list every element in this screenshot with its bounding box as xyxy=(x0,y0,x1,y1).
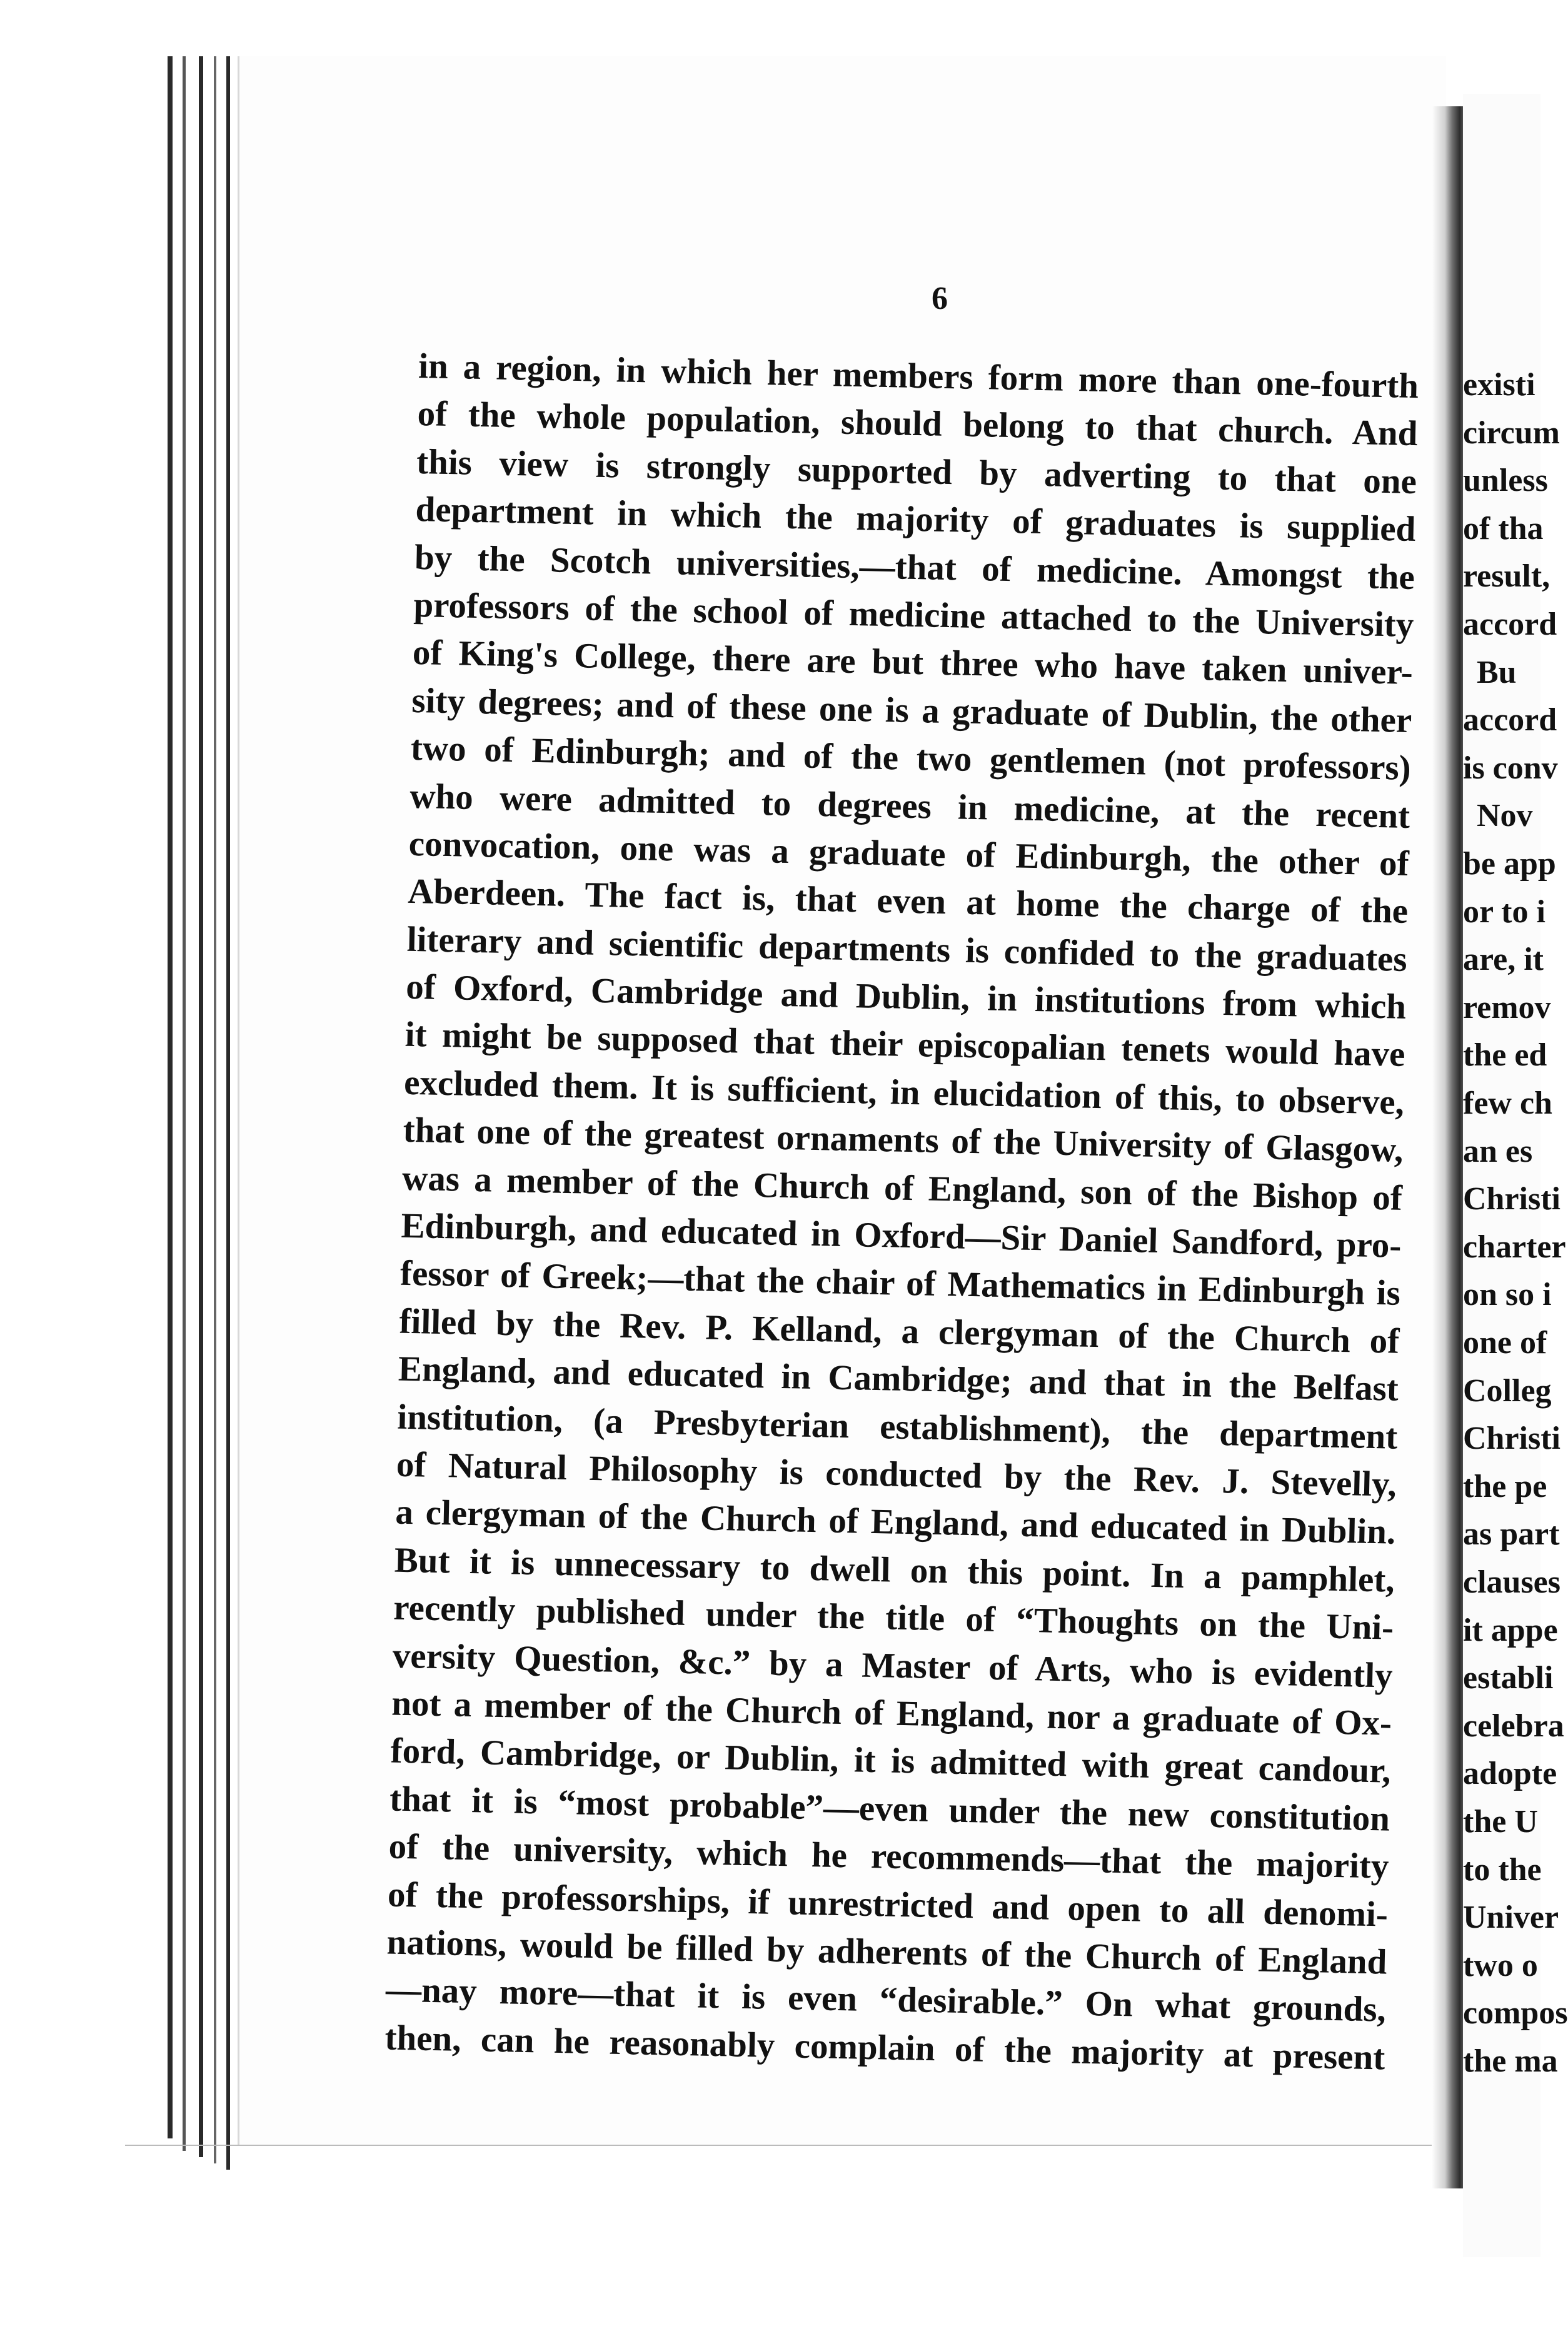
text-line: But it is unnecessary to dwell on this point. In a pamphlet, xyxy=(394,1540,1395,1600)
facing-page-fragment: compos xyxy=(1463,1995,1568,2031)
facing-page-fragment: Univer xyxy=(1463,1900,1559,1936)
facing-page-fragment: result, xyxy=(1463,558,1550,595)
facing-page-fragment: on so i xyxy=(1463,1277,1552,1313)
facing-page xyxy=(1463,94,1568,2257)
text-line: institution, (a Presbyterian establishment), the department xyxy=(396,1397,1398,1457)
facing-page-fragment: to the xyxy=(1463,1851,1542,1888)
facing-page-fragment: establi xyxy=(1463,1660,1554,1696)
facing-page-fragment: celebra xyxy=(1463,1708,1564,1744)
facing-page-fragment: circum xyxy=(1463,415,1560,451)
page-edge xyxy=(168,56,173,2138)
text-line: a clergyman of the Church of England, and educated in Dublin. xyxy=(395,1493,1396,1553)
facing-page-fragment: few ch xyxy=(1463,1085,1552,1121)
body-text xyxy=(384,343,1419,2082)
text-line: excluded them. It is sufficient, in elucidation of this, to observe, xyxy=(403,1062,1405,1122)
text-line: convocation, one was a graduate of Edinburgh, the other of xyxy=(408,823,1410,884)
text-line: then, can he reasonably complain of the majority at present xyxy=(384,2018,1385,2078)
text-line: not a member of the Church of England, nor a graduate of Ox- xyxy=(391,1683,1392,1743)
facing-page-fragment: charter xyxy=(1463,1229,1566,1265)
facing-page-fragment: as part xyxy=(1463,1516,1560,1553)
text-line: was a member of the Church of England, son of the Bishop of xyxy=(401,1158,1403,1218)
text-line: who were admitted to degrees in medicine, at the recent xyxy=(409,776,1410,836)
facing-page-fragment: clauses xyxy=(1463,1564,1560,1600)
facing-page-fragment: Colleg xyxy=(1463,1372,1552,1409)
page-edge xyxy=(214,56,216,2163)
facing-page-fragment: adopte xyxy=(1463,1756,1557,1792)
facing-page-fragment: Christi xyxy=(1463,1421,1560,1457)
facing-page-fragment: remov xyxy=(1463,989,1551,1025)
text-line: of the professorships, if unrestricted and open to all denomi- xyxy=(387,1875,1389,1935)
text-line: in a region, in which her members form more than one-fourth xyxy=(418,346,1419,406)
text-line: fessor of Greek;—that the chair of Mathematics in Edinburgh is xyxy=(400,1254,1401,1314)
text-line: ford, Cambridge, or Dublin, it is admitted with great candour, xyxy=(390,1731,1392,1791)
text-line: England, and educated in Cambridge; and that in the Belfast xyxy=(398,1349,1399,1409)
text-line: recently published under the title of “Thoughts on the Uni- xyxy=(393,1588,1394,1648)
stacked-page-edges xyxy=(0,0,250,2326)
text-line: of Natural Philosophy is conducted by the Rev. J. Stevelly, xyxy=(396,1444,1397,1504)
facing-page-fragment: is conv xyxy=(1463,750,1558,786)
page-bottom-edge xyxy=(125,2145,1444,2146)
facing-page-fragment: or to i xyxy=(1463,894,1545,930)
text-line: of the university, which he recommends—that the majority xyxy=(388,1826,1390,1886)
facing-page-fragment: unless xyxy=(1463,463,1548,499)
text-line: that one of the greatest ornaments of the University of Glasgow, xyxy=(403,1110,1404,1171)
text-line: this view is strongly supported by adverting to that one xyxy=(416,441,1417,501)
page-number: 6 xyxy=(932,281,948,316)
facing-page-fragment: it appe xyxy=(1463,1612,1558,1648)
facing-page-fragment: of tha xyxy=(1463,510,1544,546)
facing-page-fragment: the U xyxy=(1463,1804,1538,1840)
facing-page-fragment: the ed xyxy=(1463,1037,1547,1074)
text-line: that it is “most probable”—even under the new constitution xyxy=(389,1779,1390,1839)
text-line: by the Scotch universities,—that of medicine. Amongst the xyxy=(414,537,1415,597)
facing-page-fragment: the pe xyxy=(1463,1468,1547,1504)
text-line: it might be supposed that their episcopalian tenets would have xyxy=(405,1015,1406,1075)
facing-page-fragment: two o xyxy=(1463,1947,1538,1983)
facing-page-fragment: Nov xyxy=(1477,798,1533,834)
facing-page-fragment: accord xyxy=(1463,607,1557,642)
text-line: nations, would be filled by adherents of the Church of England xyxy=(386,1922,1387,1982)
text-line: of King's College, there are but three who have taken univer- xyxy=(412,633,1414,693)
facing-page-fragment: one of xyxy=(1463,1325,1547,1361)
facing-page-fragment: Christi xyxy=(1463,1181,1560,1217)
facing-page-fragment: are, it xyxy=(1463,942,1544,978)
text-line: sity degrees; and of these one is a graduate of Dublin, the other xyxy=(411,680,1412,740)
page-edge xyxy=(226,56,230,2170)
text-line: of Oxford, Cambridge and Dublin, in institutions from which xyxy=(405,967,1407,1027)
facing-page-fragment: an es xyxy=(1463,1133,1533,1169)
text-line: professors of the school of medicine attached to the University xyxy=(413,585,1414,645)
text-line: two of Edinburgh; and of the two gentlemen (not professors) xyxy=(410,728,1412,788)
facing-page-fragment: the ma xyxy=(1463,2043,1558,2079)
page-edge xyxy=(199,56,203,2157)
page-edge xyxy=(183,56,186,2151)
facing-page-fragment: Bu xyxy=(1477,654,1517,690)
text-line: literary and scientific departments is confided to the graduates xyxy=(406,919,1408,979)
text-line: versity Question, &c.” by a Master of Arts, who is evidently xyxy=(392,1636,1394,1696)
text-line: of the whole population, should belong to that church. And xyxy=(417,394,1419,454)
text-line: filled by the Rev. P. Kelland, a clergyman of the Church of xyxy=(398,1301,1400,1361)
text-line: department in which the majority of graduates is supplied xyxy=(415,490,1416,550)
text-line: —nay more—that it is even “desirable.” On what grounds, xyxy=(385,1970,1387,2030)
text-line: Aberdeen. The fact is, that even at home the charge of the xyxy=(407,872,1409,932)
facing-page-fragment: accord xyxy=(1463,702,1557,738)
facing-page-fragment: existi xyxy=(1463,367,1535,403)
text-line: Edinburgh, and educated in Oxford—Sir Daniel Sandford, pro- xyxy=(401,1206,1402,1266)
facing-page-fragment: be app xyxy=(1463,846,1556,882)
